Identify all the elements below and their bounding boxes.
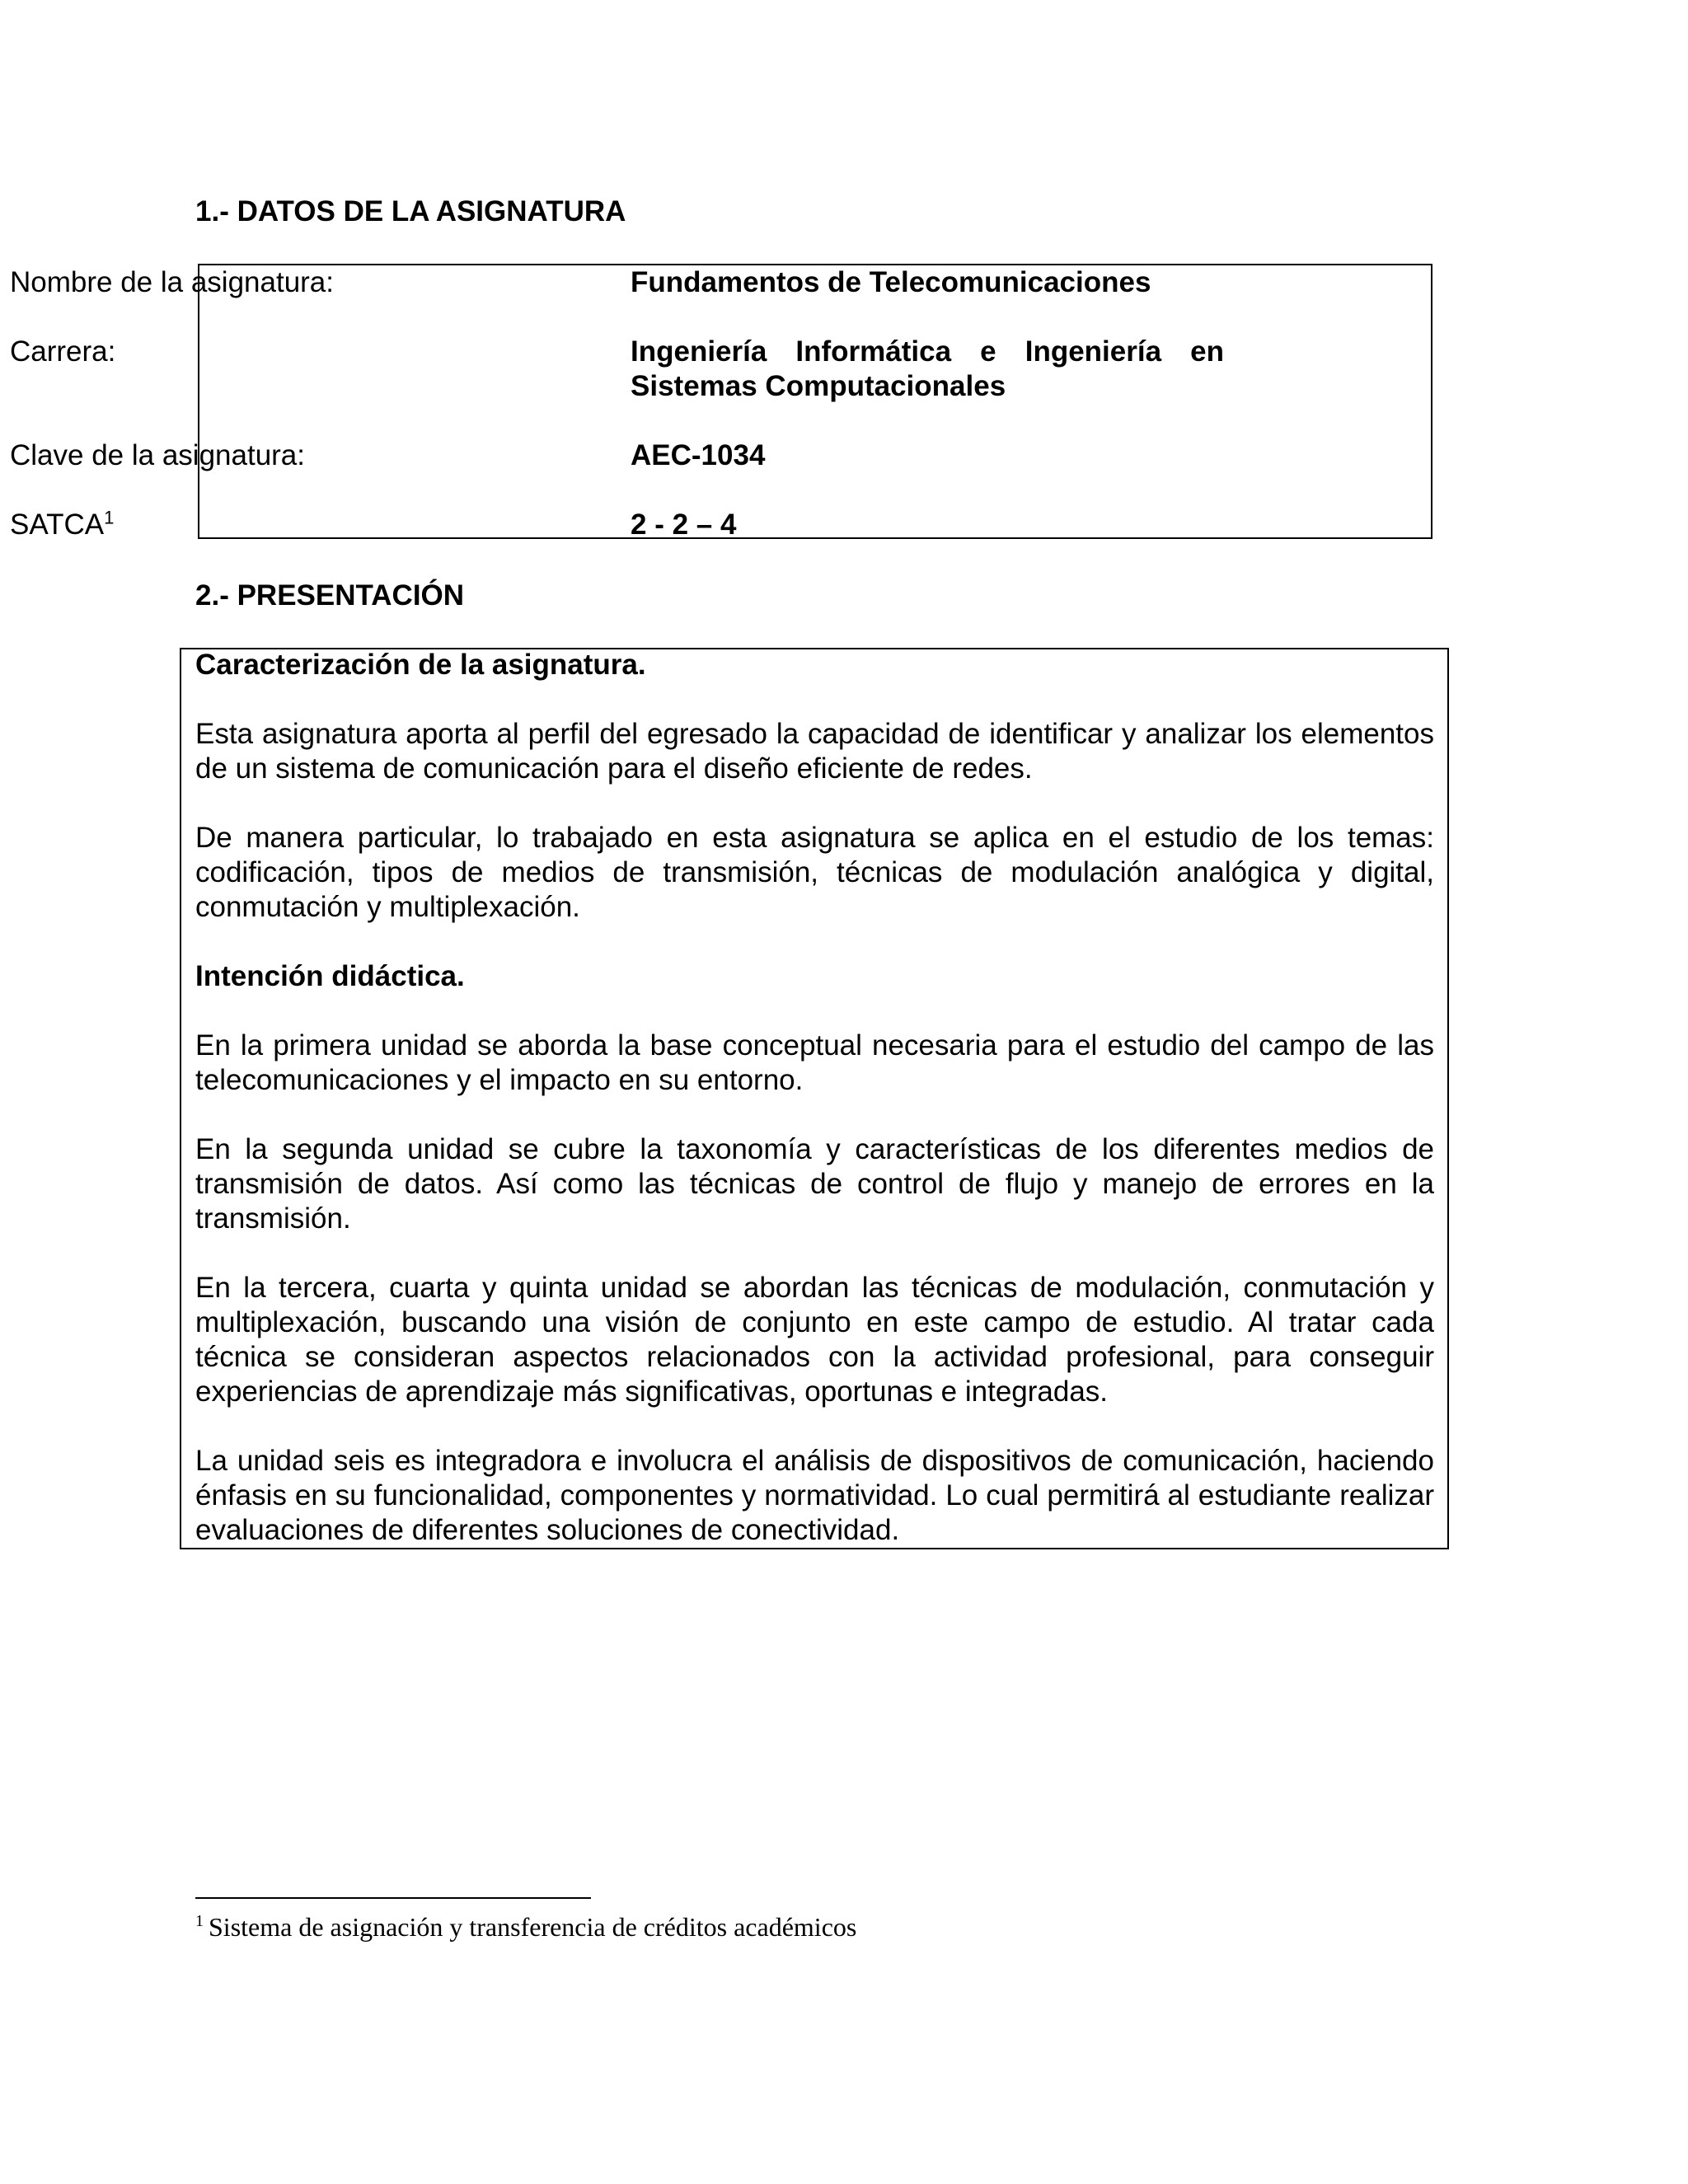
datos-label-carrera: Carrera: — [10, 335, 116, 368]
caracterizacion-paragraph-1: Esta asignatura aporta al perfil del egresado la capacidad de identificar y analizar los elementos de un sistema de comunicación para el diseño eficiente de redes. — [195, 718, 1434, 785]
datos-value-carrera: Ingeniería Informática e Ingeniería en Sistemas Computacionales — [631, 335, 1224, 402]
section-1-title: 1.- DATOS DE LA ASIGNATURA — [195, 195, 626, 227]
intencion-paragraph-4: La unidad seis es integradora e involucra el análisis de dispositivos de comunicación, haciendo énfasis en su funcionalidad, componentes y normatividad. Lo cual permitirá al estudiante realizar evaluaciones de diferentes soluciones de conectividad. — [195, 1445, 1434, 1546]
caracterizacion-heading: Caracterización de la asignatura. — [195, 649, 646, 681]
datos-label-clave: Clave de la asignatura: — [10, 439, 305, 471]
intencion-paragraph-3: En la tercera, cuarta y quinta unidad se abordan las técnicas de modulación, conmutación y multiplexación, buscando una visión de conjunto en este campo de estudio. Al tratar cada técnica se consideran aspectos relacionados con la actividad profesional, para conseguir experiencias de aprendizaje más significativas, oportunas e integradas. — [195, 1272, 1434, 1408]
datos-value-satca: 2 - 2 – 4 — [631, 509, 737, 541]
datos-value-clave: AEC-1034 — [631, 439, 766, 471]
satca-label-text: SATCA — [10, 509, 105, 541]
footnote-text: Sistema de asignación y transferencia de créditos académicos — [209, 1912, 857, 1942]
datos-label-nombre: Nombre de la asignatura: — [10, 266, 334, 298]
intencion-heading: Intención didáctica. — [195, 960, 465, 992]
footnote-divider — [195, 1897, 591, 1899]
section-2-title: 2.- PRESENTACIÓN — [195, 579, 465, 612]
datos-value-nombre: Fundamentos de Telecomunicaciones — [631, 266, 1151, 298]
footnote — [195, 1910, 856, 1943]
intencion-paragraph-1: En la primera unidad se aborda la base conceptual necesaria para el estudio del campo de las telecomunicaciones y el impacto en su entorno. — [195, 1029, 1434, 1096]
caracterizacion-paragraph-2: De manera particular, lo trabajado en esta asignatura se aplica en el estudio de los temas: codificación, tipos de medios de transmisión, técnicas de modulación analógica y digital, conmutación y multiplexación. — [195, 822, 1434, 923]
datos-label-satca — [10, 508, 114, 542]
intencion-paragraph-2: En la segunda unidad se cubre la taxonomía y características de los diferentes medios de transmisión de datos. Así como las técnicas de control de flujo y manejo de errores en la transmisión. — [195, 1133, 1434, 1235]
footnote-marker: 1 — [195, 1912, 204, 1931]
satca-footnote-marker: 1 — [104, 507, 115, 528]
presentacion-content — [195, 648, 1434, 1548]
